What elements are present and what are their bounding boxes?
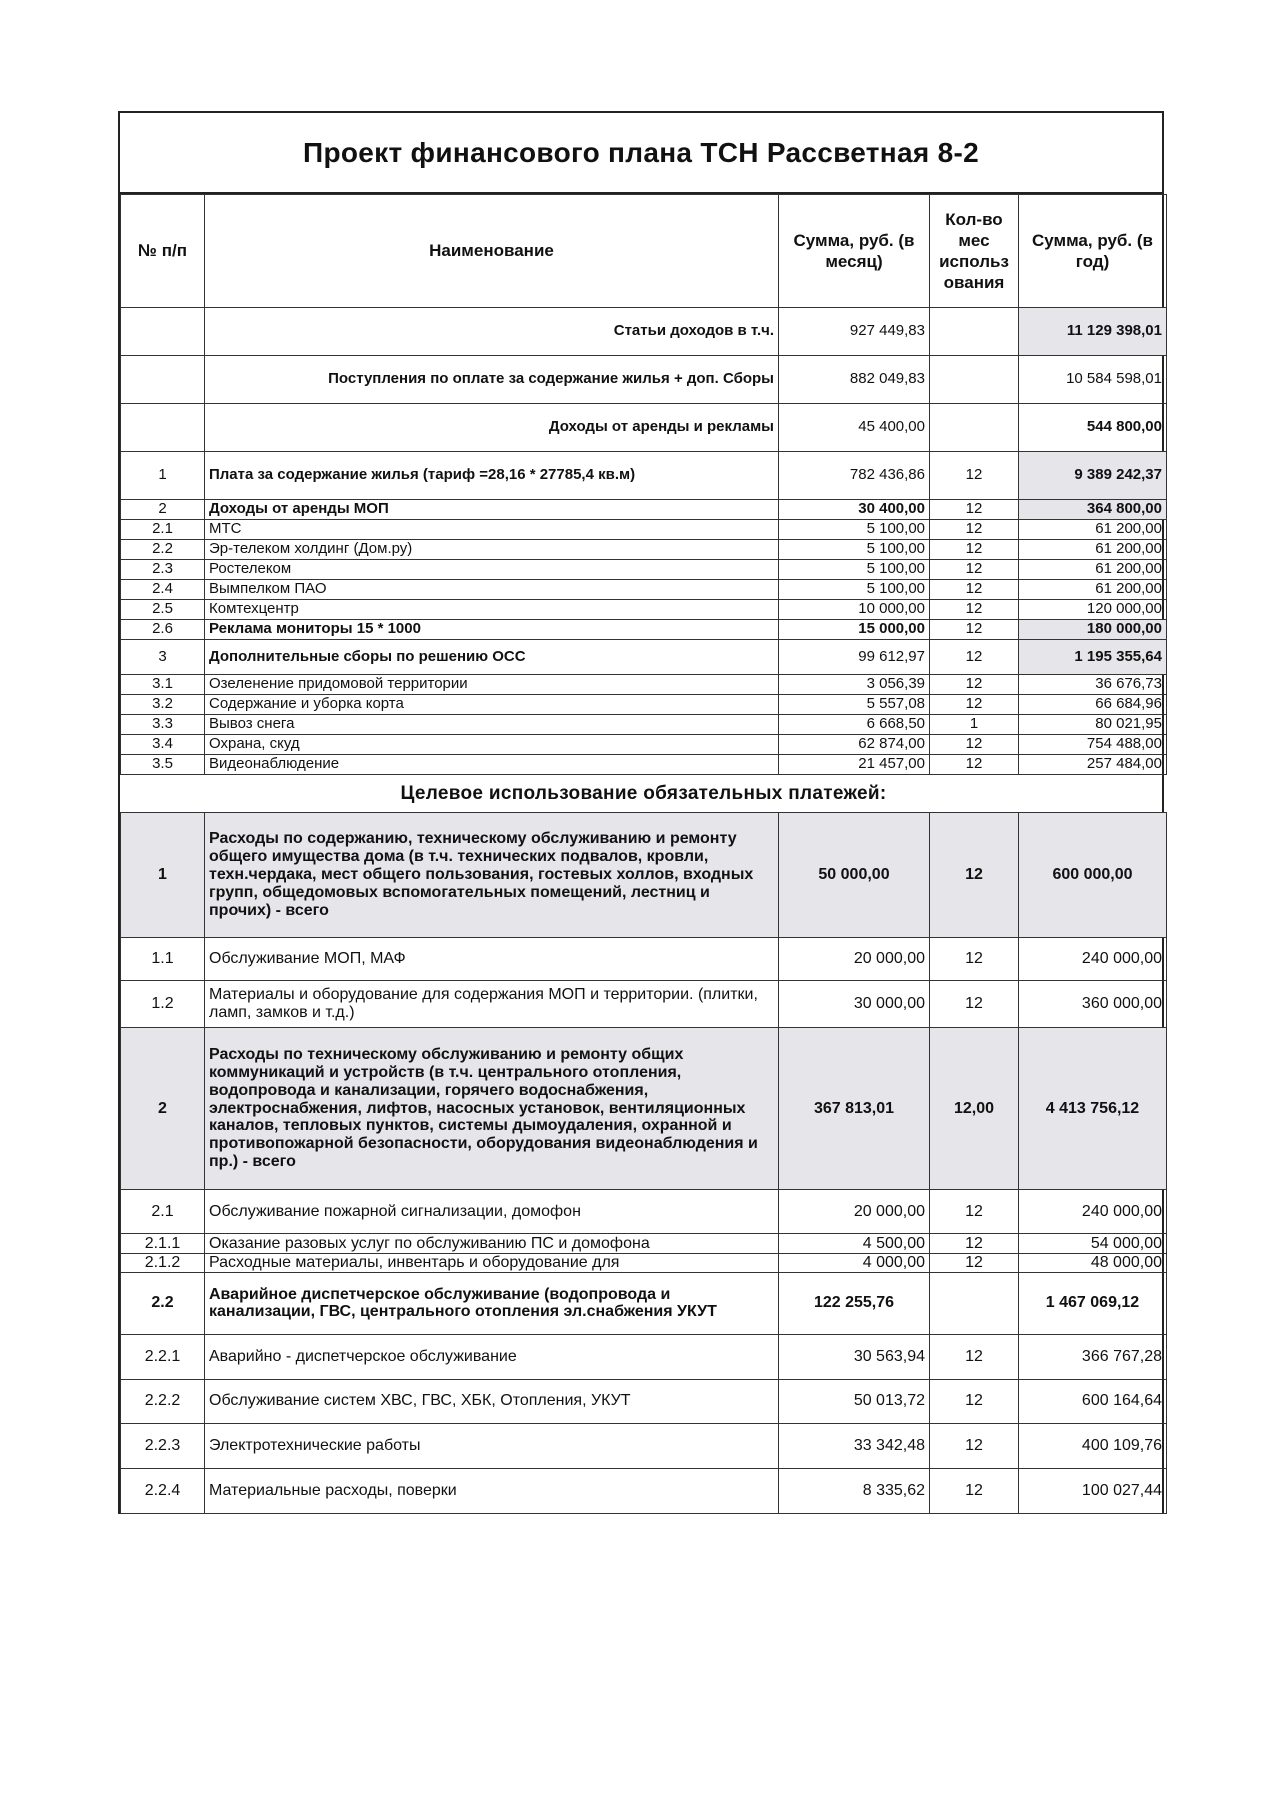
expense-row	[121, 813, 1167, 938]
row-num: 2.4	[121, 580, 205, 600]
row-months-count: 12	[930, 813, 1019, 938]
row-name: Аварийно - диспетчерское обслуживание	[205, 1334, 779, 1379]
row-month-sum: 3 056,39	[779, 675, 930, 695]
header-name: Наименование	[205, 195, 779, 308]
income-row	[121, 620, 1167, 640]
row-year-sum: 66 684,96	[1019, 695, 1167, 715]
row-num: 2.2	[121, 1272, 205, 1334]
row-month-sum: 30 563,94	[779, 1334, 930, 1379]
income-row	[121, 308, 1167, 356]
row-num: 2.6	[121, 620, 205, 640]
finance-plan-sheet	[118, 111, 1164, 1514]
row-month-sum: 45 400,00	[779, 404, 930, 452]
row-months-count: 12	[930, 1234, 1019, 1254]
row-name: Обслуживание систем ХВС, ГВС, ХБК, Отопления, УКУТ	[205, 1379, 779, 1423]
row-name: Доходы от аренды и рекламы	[205, 404, 779, 452]
row-year-sum: 1 467 069,12	[1019, 1272, 1167, 1334]
row-month-sum: 4 500,00	[779, 1234, 930, 1254]
row-year-sum: 4 413 756,12	[1019, 1028, 1167, 1190]
expense-row	[121, 1234, 1167, 1254]
row-name: Вымпелком ПАО	[205, 580, 779, 600]
row-num: 3.3	[121, 715, 205, 735]
row-name: Расходы по техническому обслуживанию и ремонту общих коммуникаций и устройств (в т.ч. центрального отопления, водопровода и канализации, горячего водоснабжения, электроснабжения, лифтов, насосных установок, вентиляционных каналов, тепловых пунктов, системы дымоудаления, охранной и противопожарной безопасности, оборудования видеонаблюдения и пр.) - всего	[205, 1028, 779, 1190]
row-month-sum: 367 813,01	[779, 1028, 930, 1190]
row-month-sum: 122 255,76	[779, 1272, 930, 1334]
row-num: 1	[121, 813, 205, 938]
header-row	[121, 195, 1167, 308]
page-title: Проект финансового плана ТСН Рассветная 8-2	[303, 136, 979, 168]
row-year-sum: 80 021,95	[1019, 715, 1167, 735]
row-month-sum: 5 100,00	[779, 560, 930, 580]
row-name: Доходы от аренды МОП	[205, 500, 779, 520]
row-name: Дополнительные сборы по решению ОСС	[205, 640, 779, 675]
row-months-count: 12	[930, 520, 1019, 540]
row-name: Озеленение придомовой территории	[205, 675, 779, 695]
row-year-sum: 61 200,00	[1019, 580, 1167, 600]
row-year-sum: 544 800,00	[1019, 404, 1167, 452]
row-name: Видеонаблюдение	[205, 755, 779, 775]
row-name: МТС	[205, 520, 779, 540]
row-months-count: 1	[930, 715, 1019, 735]
row-year-sum: 120 000,00	[1019, 600, 1167, 620]
row-num: 2	[121, 500, 205, 520]
row-year-sum: 360 000,00	[1019, 981, 1167, 1028]
row-months-count	[930, 356, 1019, 404]
row-name: Материальные расходы, поверки	[205, 1468, 779, 1513]
row-num: 1.1	[121, 938, 205, 981]
row-year-sum: 754 488,00	[1019, 735, 1167, 755]
expense-row	[121, 1272, 1167, 1334]
row-name: Аварийное диспетчерское обслуживание (водопровода и канализации, ГВС, центрального отопления эл.снабжения УКУТ	[205, 1272, 779, 1334]
row-month-sum: 10 000,00	[779, 600, 930, 620]
income-row	[121, 452, 1167, 500]
row-month-sum: 927 449,83	[779, 308, 930, 356]
income-row	[121, 580, 1167, 600]
row-months-count: 12	[930, 580, 1019, 600]
row-month-sum: 882 049,83	[779, 356, 930, 404]
finance-table	[120, 194, 1167, 1514]
row-months-count: 12	[930, 755, 1019, 775]
row-num	[121, 356, 205, 404]
row-months-count: 12	[930, 620, 1019, 640]
row-num: 2.3	[121, 560, 205, 580]
row-year-sum: 366 767,28	[1019, 1334, 1167, 1379]
row-month-sum: 4 000,00	[779, 1254, 930, 1273]
row-year-sum: 36 676,73	[1019, 675, 1167, 695]
row-year-sum: 54 000,00	[1019, 1234, 1167, 1254]
row-month-sum: 99 612,97	[779, 640, 930, 675]
row-year-sum: 9 389 242,37	[1019, 452, 1167, 500]
row-month-sum: 5 100,00	[779, 540, 930, 560]
expense-row	[121, 1423, 1167, 1468]
row-month-sum: 30 000,00	[779, 981, 930, 1028]
row-name: Расходы по содержанию, техническому обслуживанию и ремонту общего имущества дома (в т.ч. технических подвалов, кровли, техн.чердака, мест общего пользования, гостевых холлов, входных групп, общедомовых вспомогательных помещений, лестниц и прочих) - всего	[205, 813, 779, 938]
row-name: Обслуживание пожарной сигнализации, домофон	[205, 1190, 779, 1234]
row-name: Вывоз снега	[205, 715, 779, 735]
row-name: Статьи доходов в т.ч.	[205, 308, 779, 356]
row-months-count: 12	[930, 1254, 1019, 1273]
row-months-count: 12	[930, 452, 1019, 500]
row-num: 1.2	[121, 981, 205, 1028]
row-month-sum: 20 000,00	[779, 1190, 930, 1234]
row-year-sum: 600 000,00	[1019, 813, 1167, 938]
row-month-sum: 33 342,48	[779, 1423, 930, 1468]
row-months-count: 12	[930, 938, 1019, 981]
row-months-count	[930, 1272, 1019, 1334]
row-name: Охрана, скуд	[205, 735, 779, 755]
row-num: 2.2.3	[121, 1423, 205, 1468]
row-name: Электротехнические работы	[205, 1423, 779, 1468]
row-months-count: 12	[930, 1379, 1019, 1423]
header-year: Сумма, руб. (в год)	[1019, 195, 1167, 308]
row-num: 3.5	[121, 755, 205, 775]
row-months-count: 12	[930, 695, 1019, 715]
income-row	[121, 640, 1167, 675]
row-name: Эр-телеком холдинг (Дом.ру)	[205, 540, 779, 560]
row-year-sum: 240 000,00	[1019, 1190, 1167, 1234]
income-row	[121, 500, 1167, 520]
income-row	[121, 600, 1167, 620]
row-name: Реклама мониторы 15 * 1000	[205, 620, 779, 640]
row-num: 3.4	[121, 735, 205, 755]
income-row	[121, 695, 1167, 715]
row-num	[121, 308, 205, 356]
row-month-sum: 5 100,00	[779, 580, 930, 600]
expense-row	[121, 938, 1167, 981]
row-name: Поступления по оплате за содержание жилья + доп. Сборы	[205, 356, 779, 404]
income-row	[121, 520, 1167, 540]
row-num: 3	[121, 640, 205, 675]
row-months-count: 12	[930, 1334, 1019, 1379]
row-months-count: 12	[930, 735, 1019, 755]
row-months-count	[930, 404, 1019, 452]
row-name: Ростелеком	[205, 560, 779, 580]
row-num: 3.2	[121, 695, 205, 715]
row-month-sum: 782 436,86	[779, 452, 930, 500]
row-months-count: 12	[930, 981, 1019, 1028]
row-year-sum: 600 164,64	[1019, 1379, 1167, 1423]
row-months-count: 12	[930, 1468, 1019, 1513]
row-year-sum: 400 109,76	[1019, 1423, 1167, 1468]
row-month-sum: 5 557,08	[779, 695, 930, 715]
row-month-sum: 15 000,00	[779, 620, 930, 640]
row-num: 2.1	[121, 520, 205, 540]
expense-row	[121, 981, 1167, 1028]
row-name: Оказание разовых услуг по обслуживанию ПС и домофона	[205, 1234, 779, 1254]
row-year-sum: 364 800,00	[1019, 500, 1167, 520]
row-year-sum: 1 195 355,64	[1019, 640, 1167, 675]
row-num: 2.2.4	[121, 1468, 205, 1513]
header-month: Сумма, руб. (в месяц)	[779, 195, 930, 308]
header-num: № п/п	[121, 195, 205, 308]
income-row	[121, 675, 1167, 695]
row-num: 1	[121, 452, 205, 500]
row-year-sum: 61 200,00	[1019, 520, 1167, 540]
income-row	[121, 404, 1167, 452]
row-year-sum: 61 200,00	[1019, 540, 1167, 560]
income-row	[121, 540, 1167, 560]
row-name: Обслуживание МОП, МАФ	[205, 938, 779, 981]
row-num: 2.5	[121, 600, 205, 620]
row-month-sum: 50 013,72	[779, 1379, 930, 1423]
row-year-sum: 10 584 598,01	[1019, 356, 1167, 404]
expense-row	[121, 1028, 1167, 1190]
section-row	[121, 775, 1167, 813]
expense-row	[121, 1334, 1167, 1379]
income-row	[121, 715, 1167, 735]
row-year-sum: 180 000,00	[1019, 620, 1167, 640]
row-months-count: 12	[930, 675, 1019, 695]
row-year-sum: 48 000,00	[1019, 1254, 1167, 1273]
row-months-count: 12	[930, 640, 1019, 675]
income-row	[121, 735, 1167, 755]
row-num: 2.1.2	[121, 1254, 205, 1273]
row-year-sum: 240 000,00	[1019, 938, 1167, 981]
row-num: 2	[121, 1028, 205, 1190]
income-row	[121, 755, 1167, 775]
row-months-count: 12	[930, 500, 1019, 520]
row-months-count: 12	[930, 560, 1019, 580]
row-num: 2.2.1	[121, 1334, 205, 1379]
row-months-count: 12	[930, 1190, 1019, 1234]
title-block	[120, 113, 1162, 194]
row-num	[121, 404, 205, 452]
row-num: 2.2.2	[121, 1379, 205, 1423]
row-month-sum: 62 874,00	[779, 735, 930, 755]
row-name: Расходные материалы, инвентарь и оборудование для	[205, 1254, 779, 1273]
row-num: 2.1.1	[121, 1234, 205, 1254]
header-qty: Кол-во мес использ ования	[930, 195, 1019, 308]
row-name: Материалы и оборудование для содержания МОП и территории. (плитки, ламп, замков и т.д.)	[205, 981, 779, 1028]
row-month-sum: 5 100,00	[779, 520, 930, 540]
row-month-sum: 50 000,00	[779, 813, 930, 938]
row-year-sum: 11 129 398,01	[1019, 308, 1167, 356]
row-months-count: 12	[930, 540, 1019, 560]
row-month-sum: 30 400,00	[779, 500, 930, 520]
row-name: Комтехцентр	[205, 600, 779, 620]
row-year-sum: 61 200,00	[1019, 560, 1167, 580]
row-months-count	[930, 308, 1019, 356]
row-year-sum: 100 027,44	[1019, 1468, 1167, 1513]
income-row	[121, 560, 1167, 580]
row-month-sum: 20 000,00	[779, 938, 930, 981]
expense-row	[121, 1254, 1167, 1273]
row-months-count: 12,00	[930, 1028, 1019, 1190]
row-num: 2.1	[121, 1190, 205, 1234]
expense-row	[121, 1379, 1167, 1423]
expense-row	[121, 1468, 1167, 1513]
row-months-count: 12	[930, 600, 1019, 620]
row-num: 2.2	[121, 540, 205, 560]
table-body	[121, 308, 1167, 1514]
row-num: 3.1	[121, 675, 205, 695]
section-title: Целевое использование обязательных платежей:	[121, 775, 1167, 813]
income-row	[121, 356, 1167, 404]
row-month-sum: 8 335,62	[779, 1468, 930, 1513]
row-year-sum: 257 484,00	[1019, 755, 1167, 775]
row-month-sum: 21 457,00	[779, 755, 930, 775]
row-name: Плата за содержание жилья (тариф =28,16 * 27785,4 кв.м)	[205, 452, 779, 500]
row-name: Содержание и уборка корта	[205, 695, 779, 715]
row-months-count: 12	[930, 1423, 1019, 1468]
row-month-sum: 6 668,50	[779, 715, 930, 735]
expense-row	[121, 1190, 1167, 1234]
